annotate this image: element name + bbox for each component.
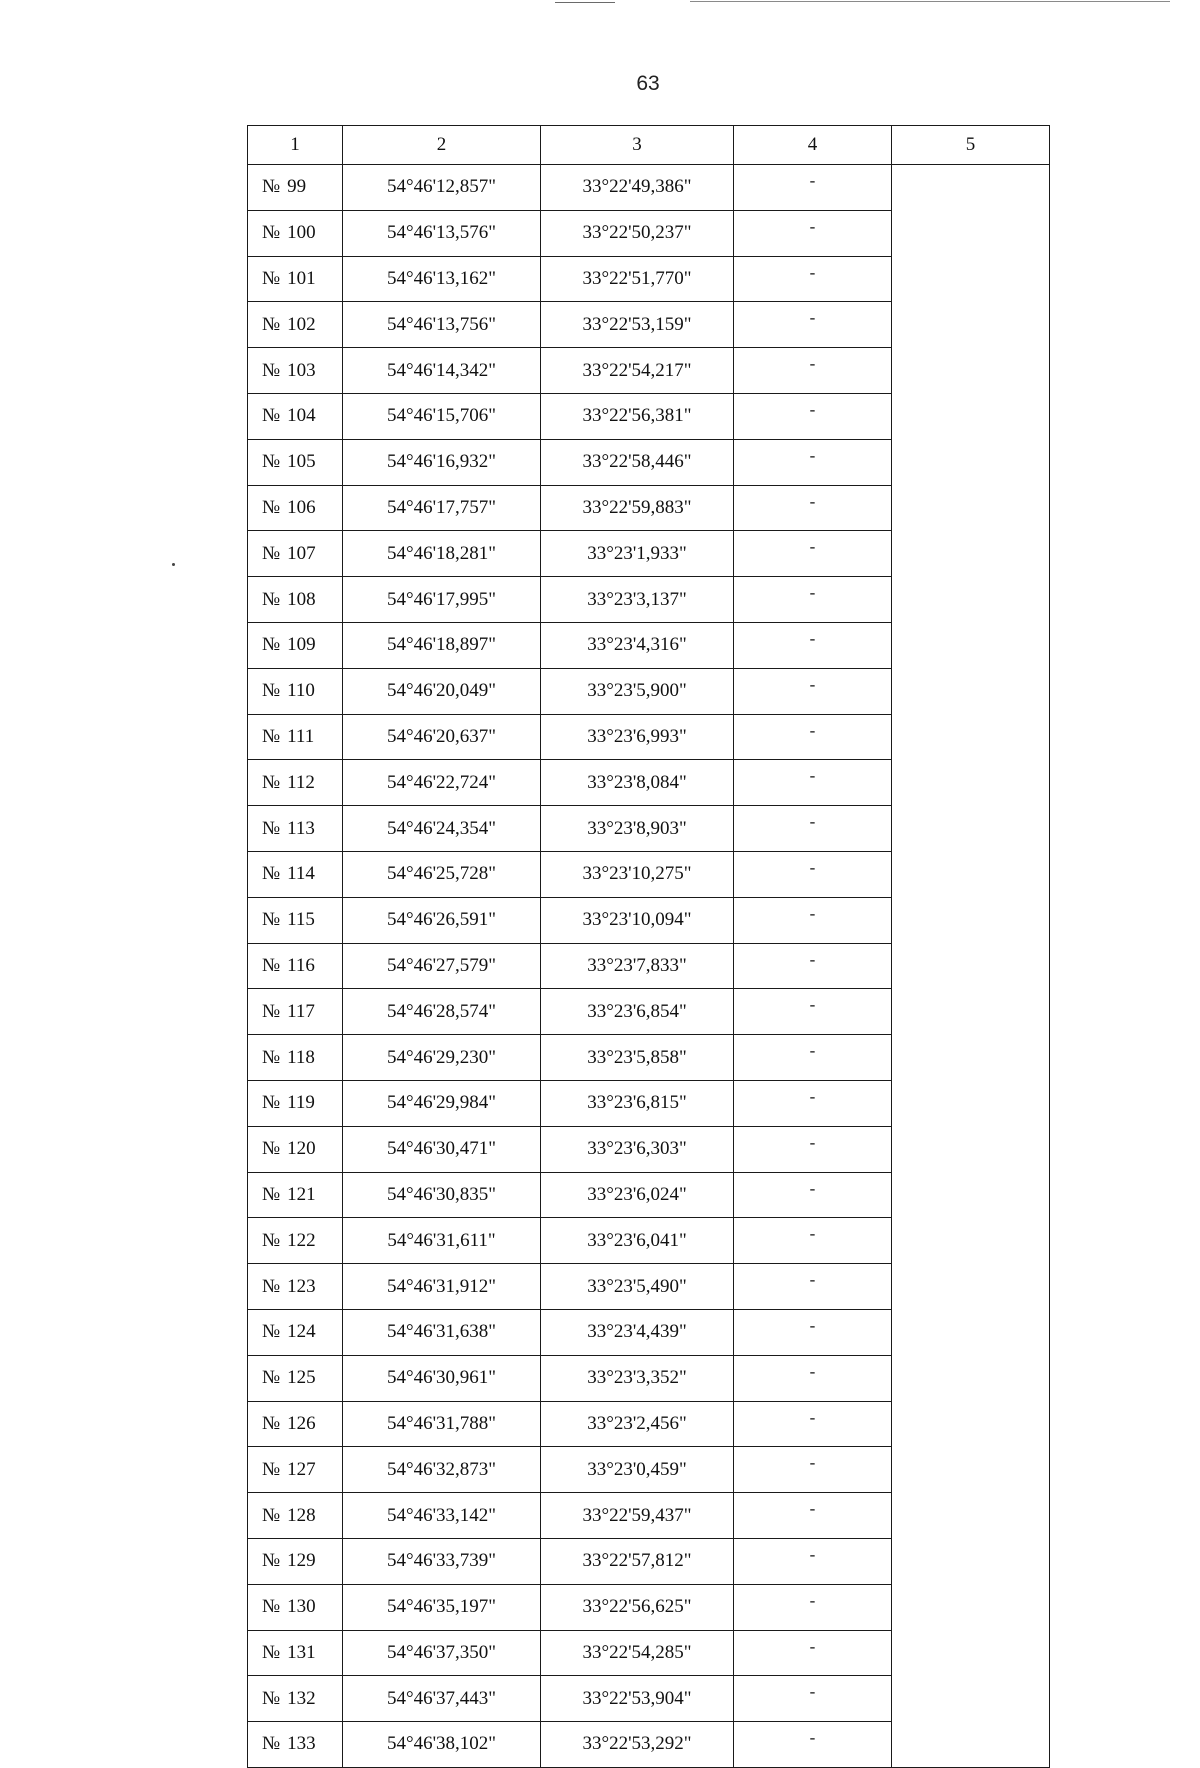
column-5-cell xyxy=(892,622,1050,668)
table-row xyxy=(248,806,1050,852)
coordinates-table xyxy=(247,125,1050,1768)
column-4-cell: - xyxy=(734,943,892,989)
latitude-cell: 54°46'20,049" xyxy=(343,668,541,714)
latitude-cell: 54°46'31,638" xyxy=(343,1309,541,1355)
table-row xyxy=(248,1401,1050,1447)
number-sign: № xyxy=(262,1321,281,1343)
column-5-cell xyxy=(892,851,1050,897)
column-5-cell xyxy=(892,1584,1050,1630)
longitude-cell: 33°22'56,381" xyxy=(541,393,734,439)
latitude-cell: 54°46'27,579" xyxy=(343,943,541,989)
latitude-cell: 54°46'35,197" xyxy=(343,1584,541,1630)
number-sign: № xyxy=(262,1046,281,1068)
column-5-cell xyxy=(892,714,1050,760)
table-row xyxy=(248,1447,1050,1493)
longitude-cell: 33°23'4,316" xyxy=(541,622,734,668)
number-sign: № xyxy=(262,222,281,244)
latitude-cell: 54°46'25,728" xyxy=(343,851,541,897)
latitude-cell: 54°46'30,835" xyxy=(343,1172,541,1218)
point-number-cell xyxy=(248,1493,343,1539)
table-body xyxy=(248,165,1050,1768)
longitude-cell: 33°23'8,903" xyxy=(541,806,734,852)
latitude-cell: 54°46'28,574" xyxy=(343,989,541,1035)
point-number: 112 xyxy=(287,771,315,793)
latitude-cell: 54°46'18,897" xyxy=(343,622,541,668)
latitude-cell: 54°46'16,932" xyxy=(343,439,541,485)
column-5-cell xyxy=(892,1218,1050,1264)
point-number-cell xyxy=(248,1080,343,1126)
table-row xyxy=(248,1538,1050,1584)
point-number: 122 xyxy=(287,1229,316,1251)
longitude-cell: 33°23'4,439" xyxy=(541,1309,734,1355)
longitude-cell: 33°22'53,159" xyxy=(541,302,734,348)
column-4-cell: - xyxy=(734,1355,892,1401)
table-row xyxy=(248,1218,1050,1264)
longitude-cell: 33°23'3,137" xyxy=(541,577,734,623)
point-number: 101 xyxy=(287,267,316,289)
point-number: 109 xyxy=(287,634,316,656)
longitude-cell: 33°22'53,904" xyxy=(541,1676,734,1722)
column-5-cell xyxy=(892,668,1050,714)
point-number-cell xyxy=(248,1676,343,1722)
latitude-cell: 54°46'26,591" xyxy=(343,897,541,943)
longitude-cell: 33°22'58,446" xyxy=(541,439,734,485)
number-sign: № xyxy=(262,1504,281,1526)
number-sign: № xyxy=(262,1275,281,1297)
column-4-cell: - xyxy=(734,348,892,394)
table-row xyxy=(248,393,1050,439)
table-row xyxy=(248,531,1050,577)
point-number: 103 xyxy=(287,359,316,381)
column-4-cell: - xyxy=(734,393,892,439)
column-4-cell: - xyxy=(734,210,892,256)
column-5-cell xyxy=(892,806,1050,852)
column-5-cell xyxy=(892,897,1050,943)
column-5-cell xyxy=(892,989,1050,1035)
longitude-cell: 33°23'6,993" xyxy=(541,714,734,760)
longitude-cell: 33°23'10,275" xyxy=(541,851,734,897)
number-sign: № xyxy=(262,1641,281,1663)
table-row xyxy=(248,1355,1050,1401)
column-5-cell xyxy=(892,1309,1050,1355)
column-5-cell xyxy=(892,1172,1050,1218)
latitude-cell: 54°46'18,281" xyxy=(343,531,541,577)
point-number: 111 xyxy=(287,725,315,747)
number-sign: № xyxy=(262,588,281,610)
number-sign: № xyxy=(262,359,281,381)
column-5-cell xyxy=(892,485,1050,531)
number-sign: № xyxy=(262,817,281,839)
point-number-cell xyxy=(248,806,343,852)
point-number: 123 xyxy=(287,1275,316,1297)
point-number-cell xyxy=(248,760,343,806)
point-number: 130 xyxy=(287,1596,316,1618)
point-number-cell xyxy=(248,531,343,577)
table-row xyxy=(248,1630,1050,1676)
table-header-row xyxy=(248,126,1050,165)
column-5-cell xyxy=(892,943,1050,989)
column-5-cell xyxy=(892,1538,1050,1584)
column-5-cell xyxy=(892,1447,1050,1493)
point-number-cell xyxy=(248,165,343,211)
point-number: 120 xyxy=(287,1138,316,1160)
table-row xyxy=(248,943,1050,989)
point-number: 127 xyxy=(287,1458,316,1480)
number-sign: № xyxy=(262,1687,281,1709)
table-row xyxy=(248,348,1050,394)
column-4-cell: - xyxy=(734,1035,892,1081)
column-4-cell: - xyxy=(734,165,892,211)
point-number: 110 xyxy=(287,680,315,702)
latitude-cell: 54°46'37,443" xyxy=(343,1676,541,1722)
number-sign: № xyxy=(262,1367,281,1389)
table-row xyxy=(248,1126,1050,1172)
point-number: 107 xyxy=(287,542,316,564)
longitude-cell: 33°23'2,456" xyxy=(541,1401,734,1447)
longitude-cell: 33°22'53,292" xyxy=(541,1722,734,1768)
longitude-cell: 33°22'54,217" xyxy=(541,348,734,394)
latitude-cell: 54°46'32,873" xyxy=(343,1447,541,1493)
column-4-cell: - xyxy=(734,531,892,577)
point-number: 105 xyxy=(287,451,316,473)
longitude-cell: 33°23'8,084" xyxy=(541,760,734,806)
point-number: 108 xyxy=(287,588,316,610)
longitude-cell: 33°23'6,815" xyxy=(541,1080,734,1126)
column-5-cell xyxy=(892,531,1050,577)
point-number: 104 xyxy=(287,405,316,427)
longitude-cell: 33°23'5,858" xyxy=(541,1035,734,1081)
table-row xyxy=(248,1309,1050,1355)
column-4-cell: - xyxy=(734,989,892,1035)
number-sign: № xyxy=(262,1000,281,1022)
point-number: 124 xyxy=(287,1321,316,1343)
number-sign: № xyxy=(262,680,281,702)
point-number: 129 xyxy=(287,1550,316,1572)
latitude-cell: 54°46'13,756" xyxy=(343,302,541,348)
point-number-cell xyxy=(248,439,343,485)
number-sign: № xyxy=(262,1412,281,1434)
point-number-cell xyxy=(248,1447,343,1493)
table-row xyxy=(248,897,1050,943)
column-4-cell: - xyxy=(734,1264,892,1310)
point-number: 106 xyxy=(287,496,316,518)
point-number-cell xyxy=(248,1401,343,1447)
column-5-cell xyxy=(892,1722,1050,1768)
table-row xyxy=(248,1722,1050,1768)
point-number: 133 xyxy=(287,1733,316,1755)
point-number-cell xyxy=(248,302,343,348)
latitude-cell: 54°46'31,912" xyxy=(343,1264,541,1310)
column-4-cell: - xyxy=(734,1630,892,1676)
table-row xyxy=(248,989,1050,1035)
column-4-cell: - xyxy=(734,1126,892,1172)
point-number-cell xyxy=(248,1355,343,1401)
number-sign: № xyxy=(262,909,281,931)
number-sign: № xyxy=(262,1596,281,1618)
longitude-cell: 33°22'54,285" xyxy=(541,1630,734,1676)
column-5-cell xyxy=(892,1080,1050,1126)
table-row xyxy=(248,210,1050,256)
number-sign: № xyxy=(262,267,281,289)
table-row xyxy=(248,485,1050,531)
column-4-cell: - xyxy=(734,302,892,348)
longitude-cell: 33°22'56,625" xyxy=(541,1584,734,1630)
column-5-cell xyxy=(892,348,1050,394)
latitude-cell: 54°46'38,102" xyxy=(343,1722,541,1768)
column-4-cell: - xyxy=(734,1447,892,1493)
column-5-cell xyxy=(892,1630,1050,1676)
number-sign: № xyxy=(262,725,281,747)
longitude-cell: 33°22'57,812" xyxy=(541,1538,734,1584)
longitude-cell: 33°23'6,303" xyxy=(541,1126,734,1172)
latitude-cell: 54°46'24,354" xyxy=(343,806,541,852)
latitude-cell: 54°46'29,984" xyxy=(343,1080,541,1126)
point-number-cell xyxy=(248,1722,343,1768)
latitude-cell: 54°46'15,706" xyxy=(343,393,541,439)
point-number-cell xyxy=(248,714,343,760)
longitude-cell: 33°23'5,900" xyxy=(541,668,734,714)
longitude-cell: 33°23'10,094" xyxy=(541,897,734,943)
column-4-cell: - xyxy=(734,1172,892,1218)
column-4-cell: - xyxy=(734,485,892,531)
number-sign: № xyxy=(262,313,281,335)
latitude-cell: 54°46'14,342" xyxy=(343,348,541,394)
column-4-cell: - xyxy=(734,1676,892,1722)
table-row xyxy=(248,622,1050,668)
point-number-cell xyxy=(248,256,343,302)
number-sign: № xyxy=(262,634,281,656)
longitude-cell: 33°22'59,437" xyxy=(541,1493,734,1539)
table-row xyxy=(248,256,1050,302)
longitude-cell: 33°23'3,352" xyxy=(541,1355,734,1401)
latitude-cell: 54°46'33,142" xyxy=(343,1493,541,1539)
number-sign: № xyxy=(262,1550,281,1572)
stray-dot xyxy=(172,563,175,566)
longitude-cell: 33°22'49,386" xyxy=(541,165,734,211)
column-4-cell: - xyxy=(734,439,892,485)
point-number-cell xyxy=(248,1035,343,1081)
number-sign: № xyxy=(262,1092,281,1114)
latitude-cell: 54°46'31,788" xyxy=(343,1401,541,1447)
point-number: 117 xyxy=(287,1000,315,1022)
column-4-cell: - xyxy=(734,577,892,623)
longitude-cell: 33°22'50,237" xyxy=(541,210,734,256)
column-5-cell xyxy=(892,1355,1050,1401)
table-row xyxy=(248,1035,1050,1081)
number-sign: № xyxy=(262,771,281,793)
column-5-cell xyxy=(892,439,1050,485)
number-sign: № xyxy=(262,176,281,198)
column-4-cell: - xyxy=(734,622,892,668)
column-4-cell: - xyxy=(734,1722,892,1768)
latitude-cell: 54°46'12,857" xyxy=(343,165,541,211)
longitude-cell: 33°22'59,883" xyxy=(541,485,734,531)
point-number-cell xyxy=(248,348,343,394)
column-5-cell xyxy=(892,1035,1050,1081)
column-4-cell: - xyxy=(734,1493,892,1539)
latitude-cell: 54°46'29,230" xyxy=(343,1035,541,1081)
latitude-cell: 54°46'30,471" xyxy=(343,1126,541,1172)
column-4-cell: - xyxy=(734,1584,892,1630)
point-number: 131 xyxy=(287,1641,316,1663)
point-number-cell xyxy=(248,393,343,439)
point-number: 118 xyxy=(287,1046,315,1068)
table-row xyxy=(248,577,1050,623)
point-number: 126 xyxy=(287,1412,316,1434)
point-number: 119 xyxy=(287,1092,315,1114)
column-4-cell: - xyxy=(734,1080,892,1126)
point-number-cell xyxy=(248,1172,343,1218)
table-row xyxy=(248,1172,1050,1218)
point-number-cell xyxy=(248,851,343,897)
longitude-cell: 33°23'5,490" xyxy=(541,1264,734,1310)
point-number-cell xyxy=(248,943,343,989)
header-cell: 1 xyxy=(248,126,343,165)
column-5-cell xyxy=(892,210,1050,256)
point-number-cell xyxy=(248,1538,343,1584)
column-5-cell xyxy=(892,1126,1050,1172)
point-number-cell xyxy=(248,1309,343,1355)
point-number-cell xyxy=(248,1126,343,1172)
header-cell: 2 xyxy=(343,126,541,165)
table-row xyxy=(248,439,1050,485)
table-row xyxy=(248,1080,1050,1126)
point-number-cell xyxy=(248,668,343,714)
number-sign: № xyxy=(262,954,281,976)
point-number: 99 xyxy=(287,176,307,198)
number-sign: № xyxy=(262,451,281,473)
column-5-cell xyxy=(892,1401,1050,1447)
longitude-cell: 33°23'7,833" xyxy=(541,943,734,989)
longitude-cell: 33°23'6,854" xyxy=(541,989,734,1035)
longitude-cell: 33°23'1,933" xyxy=(541,531,734,577)
latitude-cell: 54°46'20,637" xyxy=(343,714,541,760)
latitude-cell: 54°46'37,350" xyxy=(343,1630,541,1676)
number-sign: № xyxy=(262,542,281,564)
point-number-cell xyxy=(248,897,343,943)
column-4-cell: - xyxy=(734,668,892,714)
point-number: 125 xyxy=(287,1367,316,1389)
point-number-cell xyxy=(248,577,343,623)
column-5-cell xyxy=(892,165,1050,211)
scan-artifact-line xyxy=(555,2,615,3)
column-5-cell xyxy=(892,393,1050,439)
point-number-cell xyxy=(248,485,343,531)
point-number-cell xyxy=(248,1584,343,1630)
point-number-cell xyxy=(248,1264,343,1310)
scan-artifact-line xyxy=(690,1,1170,2)
column-5-cell xyxy=(892,256,1050,302)
point-number-cell xyxy=(248,989,343,1035)
header-cell: 4 xyxy=(734,126,892,165)
column-5-cell xyxy=(892,302,1050,348)
table-row xyxy=(248,714,1050,760)
latitude-cell: 54°46'22,724" xyxy=(343,760,541,806)
point-number: 113 xyxy=(287,817,315,839)
point-number-cell xyxy=(248,622,343,668)
longitude-cell: 33°23'6,041" xyxy=(541,1218,734,1264)
point-number-cell xyxy=(248,210,343,256)
column-4-cell: - xyxy=(734,1218,892,1264)
table-row xyxy=(248,851,1050,897)
latitude-cell: 54°46'17,757" xyxy=(343,485,541,531)
column-5-cell xyxy=(892,1264,1050,1310)
latitude-cell: 54°46'30,961" xyxy=(343,1355,541,1401)
number-sign: № xyxy=(262,405,281,427)
point-number: 116 xyxy=(287,954,315,976)
point-number: 132 xyxy=(287,1687,316,1709)
longitude-cell: 33°22'51,770" xyxy=(541,256,734,302)
point-number-cell xyxy=(248,1218,343,1264)
column-4-cell: - xyxy=(734,806,892,852)
point-number: 102 xyxy=(287,313,316,335)
number-sign: № xyxy=(262,1138,281,1160)
point-number: 121 xyxy=(287,1183,316,1205)
table-row xyxy=(248,1264,1050,1310)
column-4-cell: - xyxy=(734,851,892,897)
number-sign: № xyxy=(262,1733,281,1755)
longitude-cell: 33°23'6,024" xyxy=(541,1172,734,1218)
point-number: 100 xyxy=(287,222,316,244)
number-sign: № xyxy=(262,496,281,518)
column-4-cell: - xyxy=(734,1401,892,1447)
latitude-cell: 54°46'31,611" xyxy=(343,1218,541,1264)
point-number: 128 xyxy=(287,1504,316,1526)
column-4-cell: - xyxy=(734,714,892,760)
column-5-cell xyxy=(892,1676,1050,1722)
column-4-cell: - xyxy=(734,760,892,806)
column-4-cell: - xyxy=(734,1309,892,1355)
header-cell: 5 xyxy=(892,126,1050,165)
point-number: 115 xyxy=(287,909,315,931)
number-sign: № xyxy=(262,1458,281,1480)
longitude-cell: 33°23'0,459" xyxy=(541,1447,734,1493)
table-row xyxy=(248,760,1050,806)
number-sign: № xyxy=(262,863,281,885)
number-sign: № xyxy=(262,1229,281,1251)
table-row xyxy=(248,302,1050,348)
latitude-cell: 54°46'13,576" xyxy=(343,210,541,256)
column-5-cell xyxy=(892,577,1050,623)
latitude-cell: 54°46'17,995" xyxy=(343,577,541,623)
table-row xyxy=(248,1676,1050,1722)
column-4-cell: - xyxy=(734,1538,892,1584)
table-row xyxy=(248,1493,1050,1539)
column-4-cell: - xyxy=(734,256,892,302)
point-number: 114 xyxy=(287,863,315,885)
table-row xyxy=(248,1584,1050,1630)
column-4-cell: - xyxy=(734,897,892,943)
latitude-cell: 54°46'33,739" xyxy=(343,1538,541,1584)
table-row xyxy=(248,668,1050,714)
page-number: 63 xyxy=(636,72,660,95)
table-row xyxy=(248,165,1050,211)
header-cell: 3 xyxy=(541,126,734,165)
number-sign: № xyxy=(262,1183,281,1205)
column-5-cell xyxy=(892,760,1050,806)
latitude-cell: 54°46'13,162" xyxy=(343,256,541,302)
column-5-cell xyxy=(892,1493,1050,1539)
point-number-cell xyxy=(248,1630,343,1676)
